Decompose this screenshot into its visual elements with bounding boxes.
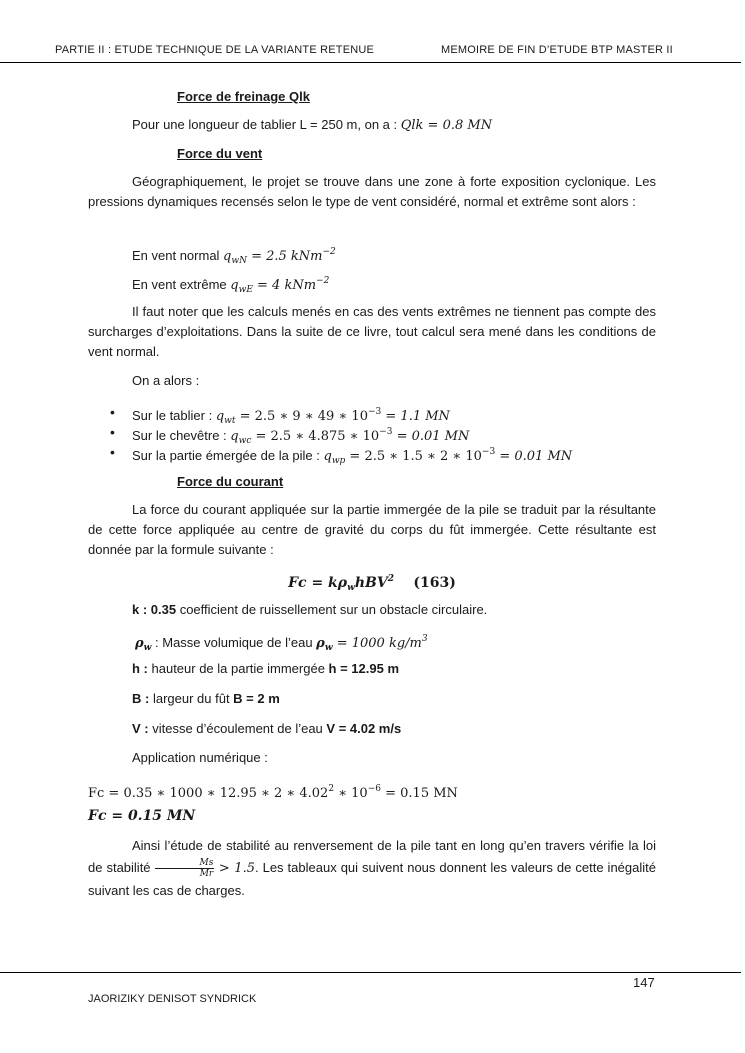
conclusion: Ainsi l’étude de stabilité au renversement de la pile tant en long qu’en travers vérifie la loi de stabilité $\frac{Ms}{Mr}$ > 1.5. Les tableaux qui suivent nous donnent les valeurs de cette inégalité suivant les cas de charges. [88, 838, 656, 898]
application-label: Application numérique : [132, 750, 268, 765]
page-number: 147 [633, 975, 655, 990]
heading-vent: Force du vent [177, 146, 263, 161]
vent-extreme: En vent extrême $q_{wE} = 4$ kNm$^{-2}$ [132, 276, 330, 295]
def-h: h : hauteur de la partie immergée h = 12.95 m [132, 661, 400, 676]
header-right: MEMOIRE DE FIN D’ETUDE BTP MASTER II [441, 44, 673, 56]
bullet-tablier: • Sur le tablier : $q_{wt} = 2.5$ ∗ 9 ∗ 49 ∗ $10^{-3} = 1.1$ MN [132, 402, 672, 431]
bullet-pile: • Sur la partie émergée de la pile : $q_{wp} = 2.5$ ∗ 1.5 ∗ 2 ∗ $10^{-3} = 0.01$ MN [132, 442, 672, 471]
def-k: k : 0.35 coefficient de ruissellement sur un obstacle circulaire. [132, 602, 488, 617]
def-B: B : largeur du fût B = 2 m [132, 691, 280, 706]
header-left: PARTIE II : ETUDE TECHNIQUE DE LA VARIANTE RETENUE [55, 44, 375, 56]
heading-courant: Force du courant [177, 474, 284, 489]
freinage-text: Pour une longueur de tablier L = 250 m, on a : Qlk = 0.8 MN [132, 117, 493, 133]
vent-intro: Géographiquement, le projet se trouve dans une zone à forte exposition cyclonique. Les pressions dynamiques recensés selon le type de vent considéré, normal et extrême sont alors : [88, 174, 656, 209]
vent-normal: En vent normal $q_{wN} = 2.5$ kNm$^{-2}$ [132, 247, 336, 266]
vent-note: Il faut noter que les calculs menés en cas des vents extrêmes ne tiennent pas compte des surcharges d’exploitations. Dans la suite de ce livre, tout calcul sera mené dans les conditions de vent normal. [88, 304, 656, 359]
footer-rule [0, 972, 741, 973]
result-fc: Fc = 0.15 MN [88, 808, 196, 824]
header-rule [0, 62, 741, 63]
equation-163: $Fc = k\rho_whBV^2$ (163) [288, 574, 456, 593]
vent-alors: On a alors : [132, 373, 200, 388]
stability-fraction: $\frac{Ms}{Mr}$ [155, 858, 215, 879]
footer-author: JAORIZIKY DENISOT SYNDRICK [88, 993, 257, 1005]
bullet-chevetre: • Sur le chevêtre : $q_{wc} = 2.5$ ∗ 4.875 ∗ $10^{-3} = 0.01$ MN [132, 422, 672, 451]
def-V: V : vitesse d’écoulement de l’eau V = 4.02 m/s [132, 721, 402, 736]
courant-intro: La force du courant appliquée sur la partie immergée de la pile se traduit par la résultante de cette force appliquée au centre de gravité du corps du fût immergée. Cette résultante est donnée par la formule suivante : [88, 502, 656, 557]
application-equation: Fc = 0.35 ∗ 1000 ∗ 12.95 ∗ 2 ∗ 4.02$^2$ ∗ $10^{-6} = 0.15$ MN [88, 784, 458, 801]
def-rho: $\rho_w$ : Masse volumique de l’eau $\rho_w = 1000$ $kg/m^3$ [135, 634, 428, 653]
heading-freinage: Force de freinage Qlk [177, 89, 310, 104]
